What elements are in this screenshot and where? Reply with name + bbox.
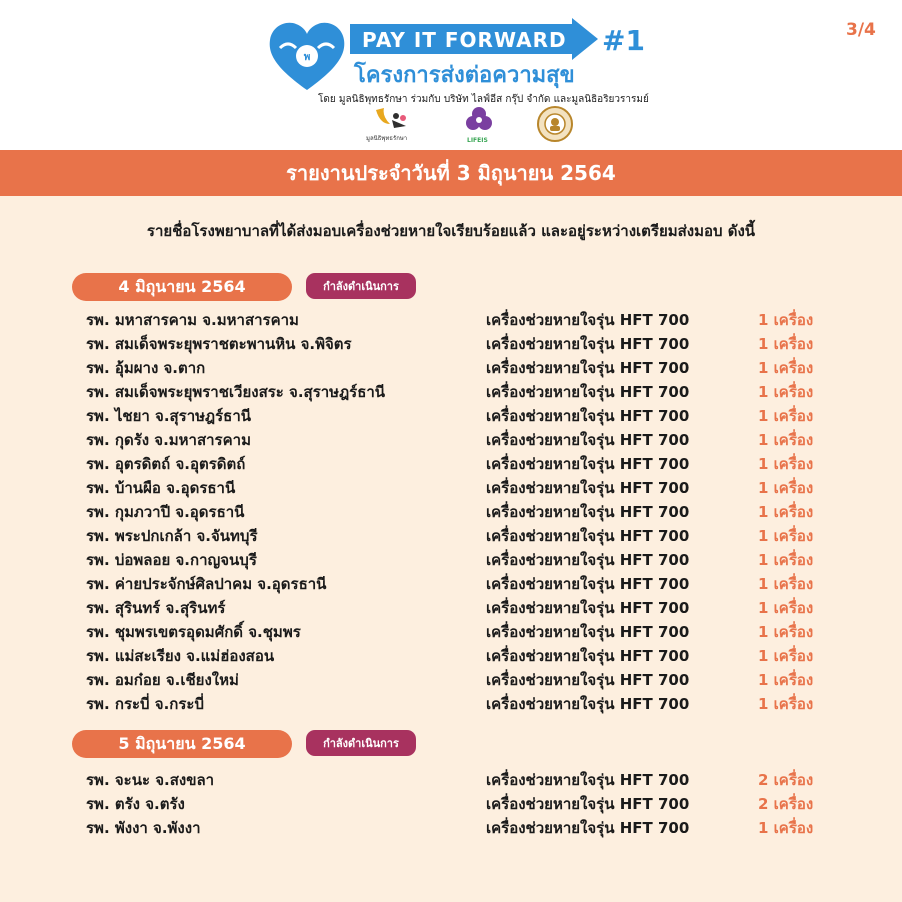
device-quantity: 1 เครื่อง bbox=[758, 431, 814, 449]
device-model: เครื่องช่วยหายใจรุ่น HFT 700 bbox=[486, 575, 690, 593]
device-quantity: 1 เครื่อง bbox=[758, 819, 814, 837]
device-quantity: 1 เครื่อง bbox=[758, 527, 814, 545]
device-quantity: 1 เครื่อง bbox=[758, 551, 814, 569]
header bbox=[0, 0, 902, 150]
device-quantity: 1 เครื่อง bbox=[758, 671, 814, 689]
hospital-name: รพ. พังงา จ.พังงา bbox=[86, 819, 201, 837]
list-item bbox=[86, 308, 846, 332]
device-model: เครื่องช่วยหายใจรุ่น HFT 700 bbox=[486, 383, 690, 401]
byline: โดย มูลนิธิพุทธรักษา ร่วมกับ บริษัท ไลฟ์อีส กรุ๊ป จำกัด และมูลนิธิอริยวรารมย์ bbox=[318, 94, 649, 105]
list-item bbox=[86, 476, 846, 500]
list-item bbox=[86, 452, 846, 476]
campaign-number: #1 bbox=[602, 24, 645, 57]
list-item bbox=[86, 404, 846, 428]
hospital-name: รพ. แม่สะเรียง จ.แม่ฮ่องสอน bbox=[86, 647, 275, 665]
hospital-name: รพ. บ่อพลอย จ.กาญจนบุรี bbox=[86, 551, 257, 569]
list-item bbox=[86, 500, 846, 524]
list-item bbox=[86, 548, 846, 572]
hospital-name: รพ. สุรินทร์ จ.สุรินทร์ bbox=[86, 599, 226, 617]
list-item bbox=[86, 768, 846, 792]
device-quantity: 1 เครื่อง bbox=[758, 503, 814, 521]
lifeis-caption: LIFEIS bbox=[467, 137, 488, 144]
intro-text: รายชื่อโรงพยาบาลที่ได้ส่งมอบเครื่องช่วยหายใจเรียบร้อยแล้ว และอยู่ระหว่างเตรียมส่งมอบ ดังนี้ bbox=[146, 222, 756, 240]
list-item bbox=[86, 620, 846, 644]
device-quantity: 1 เครื่อง bbox=[758, 335, 814, 353]
page-number: 3/4 bbox=[846, 20, 876, 40]
list-item bbox=[86, 644, 846, 668]
device-quantity: 1 เครื่อง bbox=[758, 575, 814, 593]
foundation-caption: มูลนิธิพุทธรักษา bbox=[366, 135, 408, 142]
list-item bbox=[86, 596, 846, 620]
hospital-list bbox=[86, 768, 846, 840]
hospital-name: รพ. พระปกเกล้า จ.จันทบุรี bbox=[86, 527, 258, 545]
hospital-name: รพ. กุมภวาปี จ.อุดรธานี bbox=[86, 503, 245, 521]
device-model: เครื่องช่วยหายใจรุ่น HFT 700 bbox=[486, 599, 690, 617]
hospital-name: รพ. กุดรัง จ.มหาสารคาม bbox=[86, 431, 251, 449]
device-quantity: 1 เครื่อง bbox=[758, 599, 814, 617]
hospital-list bbox=[86, 308, 846, 716]
device-model: เครื่องช่วยหายใจรุ่น HFT 700 bbox=[486, 503, 690, 521]
heart-hands-logo-icon bbox=[266, 18, 348, 94]
section-date-badge: 5 มิถุนายน 2564 bbox=[72, 730, 292, 758]
hospital-name: รพ. จะนะ จ.สงขลา bbox=[86, 771, 215, 789]
list-item bbox=[86, 332, 846, 356]
hospital-name: รพ. ไชยา จ.สุราษฎร์ธานี bbox=[86, 407, 251, 425]
report-title: รายงานประจำวันที่ 3 มิถุนายน 2564 bbox=[286, 161, 616, 185]
device-quantity: 1 เครื่อง bbox=[758, 647, 814, 665]
device-quantity: 1 เครื่อง bbox=[758, 455, 814, 473]
hospital-name: รพ. สมเด็จพระยุพราชตะพานหิน จ.พิจิตร bbox=[86, 335, 352, 353]
device-model: เครื่องช่วยหายใจรุ่น HFT 700 bbox=[486, 479, 690, 497]
device-model: เครื่องช่วยหายใจรุ่น HFT 700 bbox=[486, 335, 690, 353]
report-banner bbox=[0, 150, 902, 196]
list-item bbox=[86, 792, 846, 816]
list-item bbox=[86, 572, 846, 596]
device-model: เครื่องช่วยหายใจรุ่น HFT 700 bbox=[486, 455, 690, 473]
device-quantity: 2 เครื่อง bbox=[758, 795, 814, 813]
device-model: เครื่องช่วยหายใจรุ่น HFT 700 bbox=[486, 671, 690, 689]
device-quantity: 1 เครื่อง bbox=[758, 695, 814, 713]
hospital-name: รพ. อุตรดิตถ์ จ.อุตรดิตถ์ bbox=[86, 455, 246, 473]
hospital-name: รพ. ตรัง จ.ตรัง bbox=[86, 795, 185, 813]
device-model: เครื่องช่วยหายใจรุ่น HFT 700 bbox=[486, 819, 690, 837]
status-badge: กำลังดำเนินการ bbox=[306, 730, 416, 756]
device-model: เครื่องช่วยหายใจรุ่น HFT 700 bbox=[486, 527, 690, 545]
device-model: เครื่องช่วยหายใจรุ่น HFT 700 bbox=[486, 359, 690, 377]
list-item bbox=[86, 380, 846, 404]
device-quantity: 1 เครื่อง bbox=[758, 359, 814, 377]
list-item bbox=[86, 356, 846, 380]
device-model: เครื่องช่วยหายใจรุ่น HFT 700 bbox=[486, 695, 690, 713]
device-quantity: 2 เครื่อง bbox=[758, 771, 814, 789]
list-item bbox=[86, 668, 846, 692]
device-model: เครื่องช่วยหายใจรุ่น HFT 700 bbox=[486, 311, 690, 329]
hospital-name: รพ. กระบี่ จ.กระบี่ bbox=[86, 695, 205, 713]
device-quantity: 1 เครื่อง bbox=[758, 479, 814, 497]
hospital-name: รพ. บ้านผือ จ.อุดรธานี bbox=[86, 479, 236, 497]
list-item bbox=[86, 524, 846, 548]
ariyawararom-foundation-seal-icon bbox=[537, 106, 573, 142]
device-model: เครื่องช่วยหายใจรุ่น HFT 700 bbox=[486, 795, 690, 813]
svg-text:พ: พ bbox=[303, 52, 311, 63]
device-model: เครื่องช่วยหายใจรุ่น HFT 700 bbox=[486, 771, 690, 789]
lifeis-logo-icon bbox=[464, 106, 494, 134]
hospital-name: รพ. ชุมพรเขตรอุดมศักดิ์ จ.ชุมพร bbox=[86, 623, 301, 641]
device-quantity: 1 เครื่อง bbox=[758, 623, 814, 641]
device-quantity: 1 เครื่อง bbox=[758, 407, 814, 425]
campaign-title: PAY IT FORWARD bbox=[362, 28, 567, 52]
device-model: เครื่องช่วยหายใจรุ่น HFT 700 bbox=[486, 431, 690, 449]
list-item bbox=[86, 428, 846, 452]
hospital-name: รพ. ค่ายประจักษ์ศิลปาคม จ.อุดรธานี bbox=[86, 575, 327, 593]
list-item bbox=[86, 692, 846, 716]
hospital-name: รพ. มหาสารคาม จ.มหาสารคาม bbox=[86, 311, 299, 329]
device-model: เครื่องช่วยหายใจรุ่น HFT 700 bbox=[486, 623, 690, 641]
device-model: เครื่องช่วยหายใจรุ่น HFT 700 bbox=[486, 647, 690, 665]
buddharaksa-foundation-logo-icon bbox=[370, 106, 410, 134]
status-badge: กำลังดำเนินการ bbox=[306, 273, 416, 299]
section-date-badge: 4 มิถุนายน 2564 bbox=[72, 273, 292, 301]
device-model: เครื่องช่วยหายใจรุ่น HFT 700 bbox=[486, 551, 690, 569]
list-item bbox=[86, 816, 846, 840]
hospital-name: รพ. อมก๋อย จ.เชียงใหม่ bbox=[86, 671, 239, 689]
project-title: โครงการส่งต่อความสุข bbox=[354, 63, 575, 88]
hospital-name: รพ. อุ้มผาง จ.ตาก bbox=[86, 359, 206, 377]
hospital-name: รพ. สมเด็จพระยุพราชเวียงสระ จ.สุราษฎร์ธานี bbox=[86, 383, 386, 401]
device-quantity: 1 เครื่อง bbox=[758, 311, 814, 329]
device-quantity: 1 เครื่อง bbox=[758, 383, 814, 401]
device-model: เครื่องช่วยหายใจรุ่น HFT 700 bbox=[486, 407, 690, 425]
